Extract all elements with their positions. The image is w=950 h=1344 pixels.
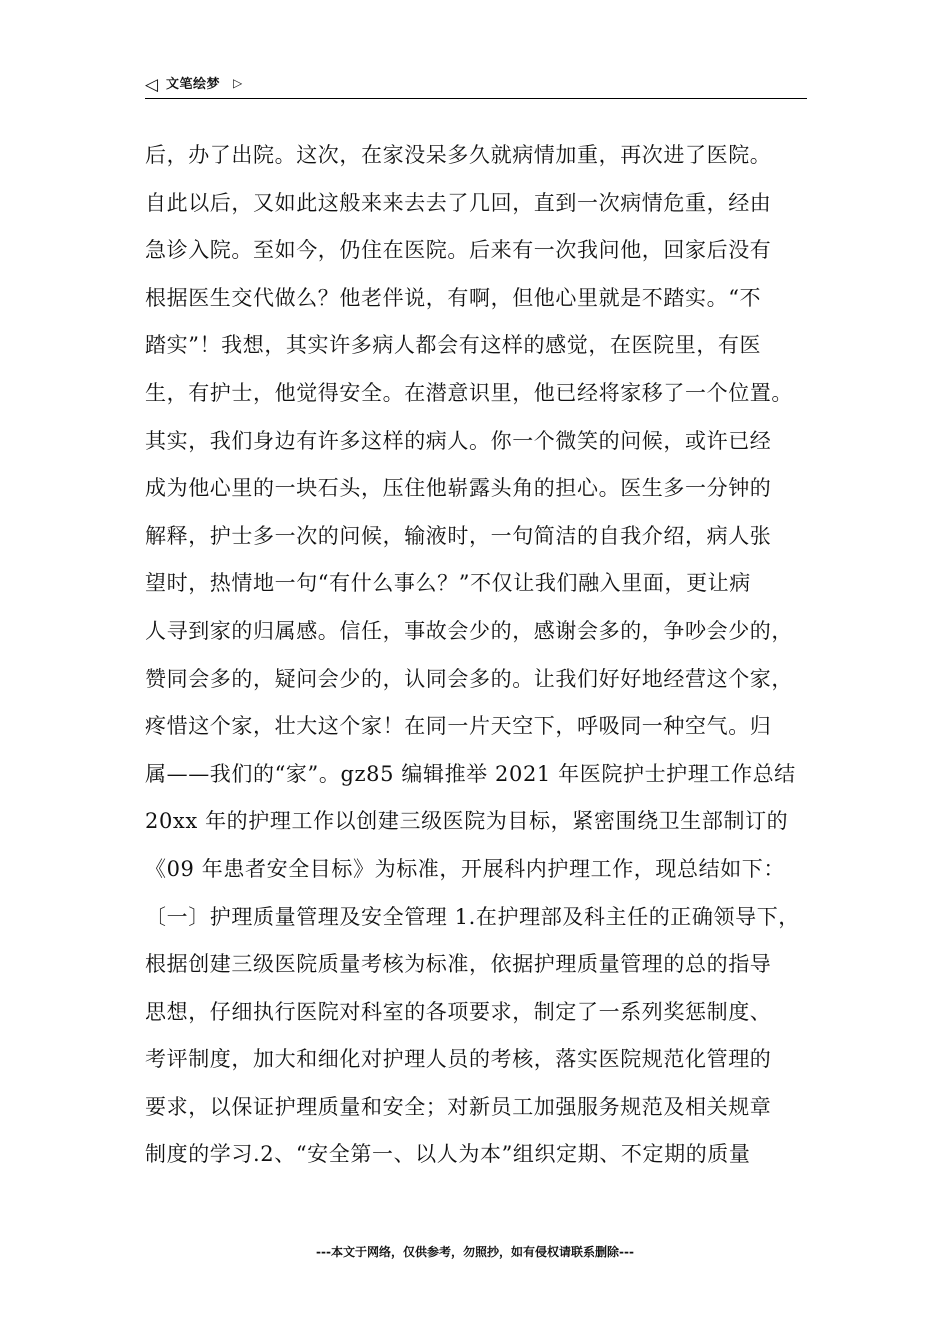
text-line: 根据创建三级医院质量考核为标准，依据护理质量管理的总的指导 (145, 952, 772, 977)
header-title: 文笔绘梦 (166, 77, 221, 92)
text-line: 其实，我们身边有许多这样的病人。你一个微笑的问候，或许已经 (145, 428, 772, 453)
text-line: 踏实”！我想，其实许多病人都会有这样的感觉，在医院里，有医 (145, 333, 762, 358)
text-line: 自此以后，又如此这般来来去去了几回，直到一次病情危重，经由 (145, 190, 772, 215)
triangle-left-icon: ◁ (145, 75, 159, 95)
page-header (145, 74, 807, 99)
text-line: 考评制度，加大和细化对护理人员的考核，落实医院规范化管理的 (145, 1047, 772, 1072)
text-line: 《09 年患者安全目标》为标准，开展科内护理工作，现总结如下： (145, 856, 785, 881)
text-line: 根据医生交代做么？他老伴说，有啊，但他心里就是不踏实。“不 (145, 285, 762, 310)
text-line: 望时，热情地一句“有什么事么？”不仅让我们融入里面，更让病 (145, 571, 751, 596)
text-line: 解释，护士多一次的问候，输液时，一句简洁的自我介绍，病人张 (145, 523, 772, 548)
body-text (145, 132, 817, 1179)
text-line: 20xx 年的护理工作以创建三级医院为目标，紧密围绕卫生部制订的 (145, 809, 789, 834)
triangle-right-icon: ▷ (233, 76, 243, 90)
text-line: 成为他心里的一块石头，压住他崭露头角的担心。医生多一分钟的 (145, 476, 772, 501)
text-line: 疼惜这个家，壮大这个家！在同一片天空下，呼吸同一种空气。归 (145, 714, 772, 739)
text-line: 人寻到家的归属感。信任，事故会少的，感谢会多的，争吵会少的， (145, 618, 793, 643)
text-line: 〔一〕护理质量管理及安全管理 1.在护理部及科主任的正确领导下， (145, 904, 800, 929)
text-line: 急诊入院。至如今，仍住在医院。后来有一次我问他，回家后没有 (145, 238, 772, 263)
page-footer: ---本文于网络，仅供参考，勿照抄，如有侵权请联系删除--- (316, 1245, 634, 1259)
text-line: 要求，以保证护理质量和安全；对新员工加强服务规范及相关规章 (145, 1094, 772, 1119)
text-line: 属——我们的“家”。gz85 编辑推举 2021 年医院护士护理工作总结 (145, 761, 796, 786)
text-line: 制度的学习.2、“安全第一、以人为本”组织定期、不定期的质量 (145, 1142, 751, 1167)
text-line: 后，办了出院。这次，在家没呆多久就病情加重，再次进了医院。 (145, 143, 772, 167)
text-line: 赞同会多的，疑问会少的，认同会多的。让我们好好地经营这个家， (145, 666, 793, 691)
text-line: 思想，仔细执行医院对科室的各项要求，制定了一系列奖惩制度、 (145, 999, 772, 1024)
text-line: 生，有护士，他觉得安全。在潜意识里，他已经将家移了一个位置。 (145, 380, 793, 405)
